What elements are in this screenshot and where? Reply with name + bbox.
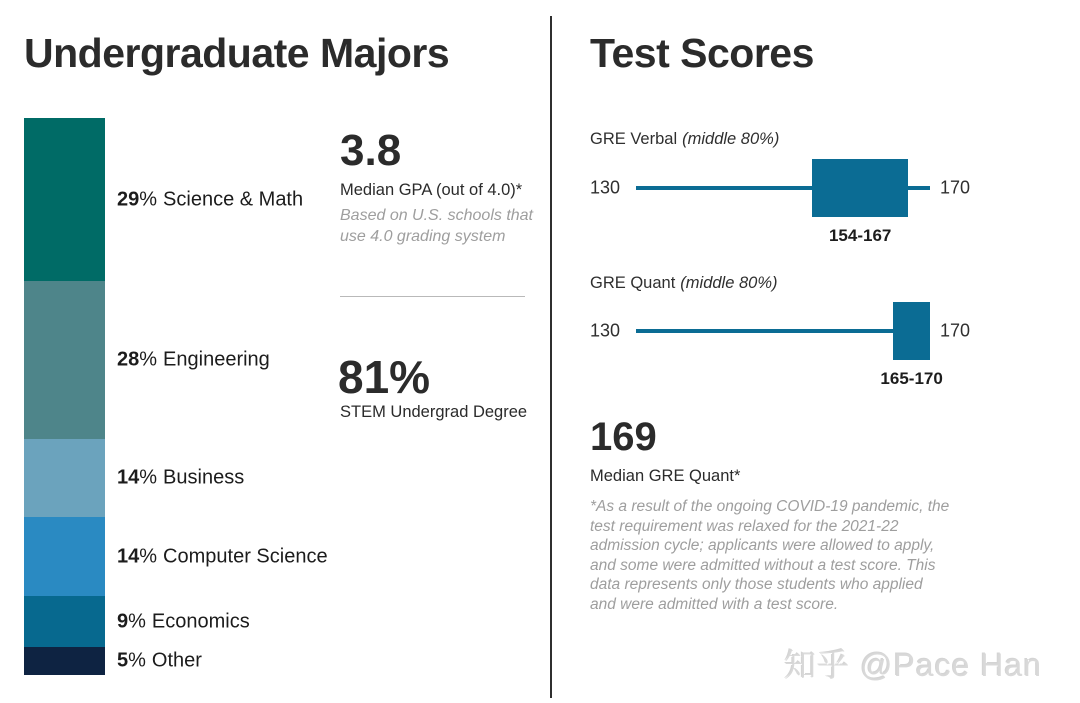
major-pct: 29	[117, 188, 140, 211]
majors-stacked-bar	[24, 118, 105, 675]
bar-segment-computer-science	[24, 517, 105, 596]
vertical-divider	[550, 16, 552, 698]
right-section-title: Test Scores	[590, 30, 814, 76]
major-pct: 14	[117, 466, 140, 489]
major-name: Engineering	[163, 348, 270, 371]
major-label-business	[117, 467, 244, 490]
major-label-other	[117, 649, 202, 672]
gre-range-box	[893, 302, 930, 360]
percent-sign: %	[139, 348, 158, 371]
horizontal-divider	[340, 296, 525, 297]
bar-segment-economics	[24, 596, 105, 647]
watermark: 知乎 @Pace Han	[784, 647, 1042, 683]
percent-sign: %	[128, 649, 146, 672]
percent-sign: %	[139, 545, 158, 568]
gre-chart-name: GRE Verbal	[590, 130, 678, 148]
scale-min-label: 130	[590, 320, 621, 341]
bar-segment-other	[24, 647, 105, 675]
bar-segment-business	[24, 439, 105, 518]
gre-verbal-title	[590, 130, 779, 149]
stem-degree-label: STEM Undergrad Degree	[340, 403, 528, 421]
gpa-footnote: Based on U.S. schools that use 4.0 grading system	[340, 207, 533, 245]
gre-chart-name: GRE Quant	[590, 274, 676, 292]
major-name: Other	[151, 649, 202, 672]
major-label-computer-science	[117, 545, 328, 568]
major-pct: 5	[117, 649, 129, 672]
gre-range-value-label: 165-170	[880, 369, 943, 388]
major-pct: 9	[117, 610, 129, 633]
scale-max-label: 170	[940, 177, 971, 198]
bar-segment-science-math	[24, 118, 105, 281]
major-name: Computer Science	[163, 545, 328, 568]
major-name: Business	[163, 466, 245, 489]
gre-chart-qualifier: (middle 80%)	[680, 274, 778, 292]
gre-scale-line	[636, 329, 930, 333]
gre-quant-title	[590, 274, 778, 293]
major-label-economics	[117, 610, 250, 633]
gre-verbal-range-chart	[590, 156, 980, 256]
median-gpa-value: 3.8	[340, 126, 402, 175]
percent-sign: %	[139, 466, 158, 489]
left-section-title: Undergraduate Majors	[24, 30, 450, 76]
covid-footnote: *As a result of the ongoing COVID-19 pandemic, the test requirement was relaxed for the 2021-22 admission cycle; applicants were allowed to apply, and some were admitted without a test score. This data represents only those students who applied and were admitted with a test score.	[590, 498, 950, 613]
stem-degree-value: 81%	[338, 351, 431, 403]
median-gre-quant-value: 169	[590, 415, 657, 459]
gre-quant-range-chart	[590, 299, 980, 399]
major-label-science-math	[117, 188, 303, 211]
major-pct: 28	[117, 348, 140, 371]
gre-range-box	[812, 159, 908, 217]
gre-chart-qualifier: (middle 80%)	[682, 130, 780, 148]
scale-max-label: 170	[940, 320, 971, 341]
scale-min-label: 130	[590, 177, 621, 198]
bar-segment-engineering	[24, 281, 105, 439]
percent-sign: %	[128, 610, 146, 633]
gre-range-value-label: 154-167	[828, 226, 892, 245]
major-pct: 14	[117, 545, 140, 568]
major-name: Economics	[151, 610, 250, 633]
major-label-engineering	[117, 348, 270, 371]
major-name: Science & Math	[163, 188, 304, 211]
percent-sign: %	[139, 188, 158, 211]
median-gpa-label: Median GPA (out of 4.0)*	[340, 181, 523, 199]
median-gre-quant-label: Median GRE Quant*	[590, 467, 741, 485]
